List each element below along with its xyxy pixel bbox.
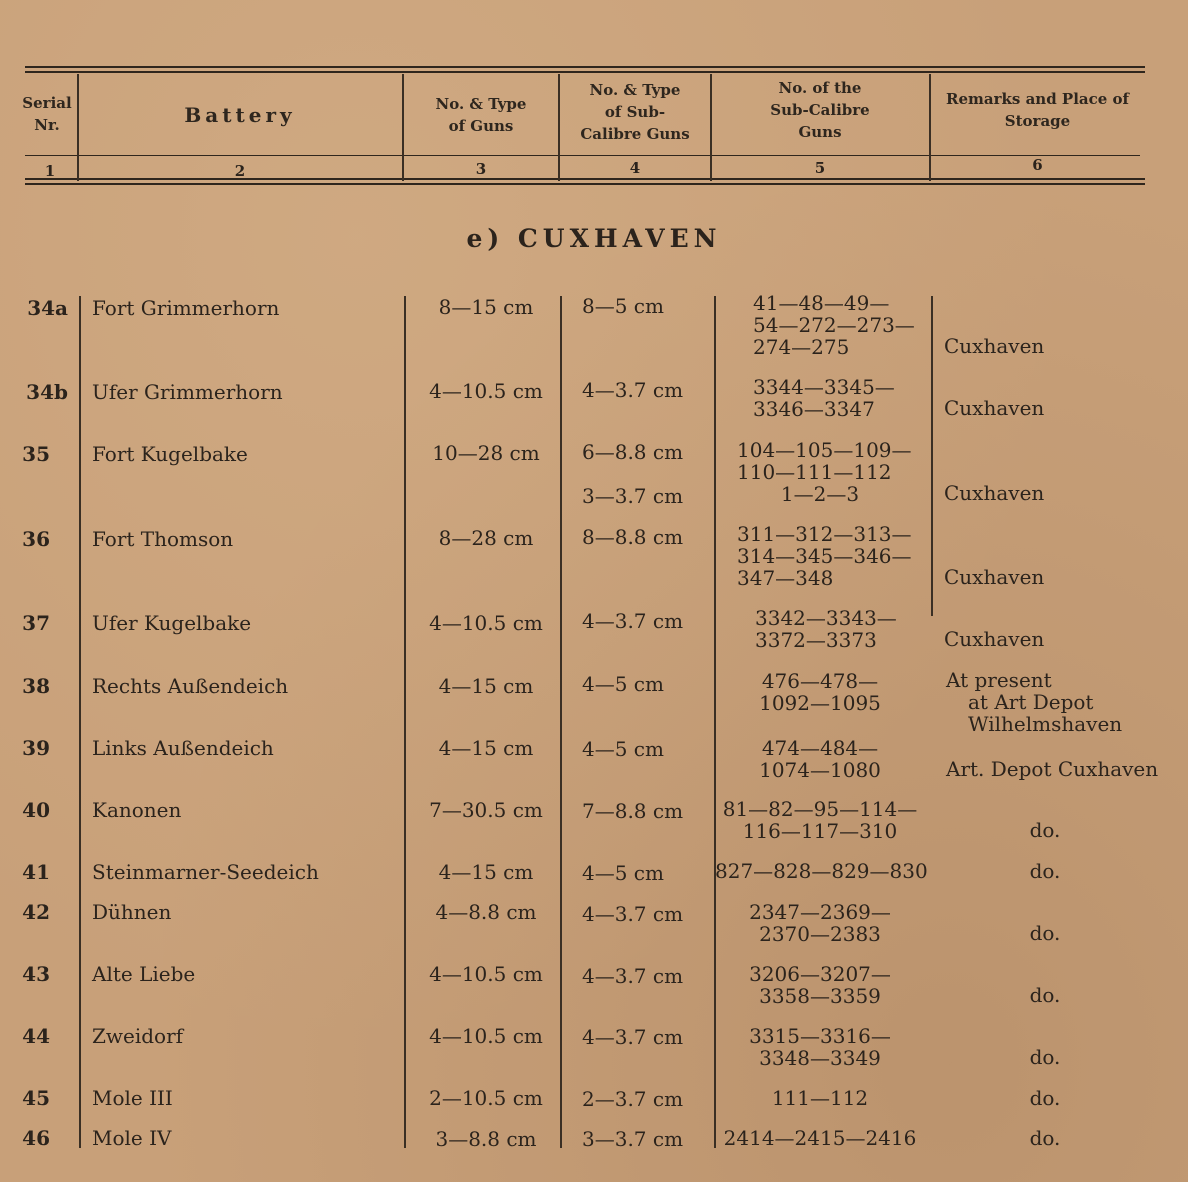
row-serial: 39 xyxy=(22,736,50,760)
row-battery: Fort Grimmerhorn xyxy=(92,296,280,320)
row-numbers: 827—828—829—830 xyxy=(715,859,928,883)
header-remarks-line1: Remarks and Place of xyxy=(946,90,1129,108)
row-remark: Cuxhaven xyxy=(944,334,1045,358)
row-serial: 34a xyxy=(27,296,68,320)
top-double-rule-2 xyxy=(25,71,1145,73)
row-numbers xyxy=(715,737,925,781)
row-numbers xyxy=(715,901,925,945)
row-guns: 4—8.8 cm xyxy=(435,900,537,924)
row-guns: 4—10.5 cm xyxy=(429,1024,543,1048)
header-serial xyxy=(18,92,76,136)
row-subcalibre: 2—3.7 cm xyxy=(582,1087,684,1111)
row-remark: do. xyxy=(1029,1126,1061,1150)
row-numbers-line: 116—117—310 xyxy=(742,819,898,843)
colnum-4: 4 xyxy=(629,159,641,177)
row-serial: 36 xyxy=(22,527,50,551)
row-remark: Cuxhaven xyxy=(944,565,1045,589)
row-serial: 45 xyxy=(22,1086,50,1110)
row-numbers-line: 311—312—313— xyxy=(737,522,912,546)
row-numbers: 111—112 xyxy=(771,1086,869,1110)
header-subnum-line3: Guns xyxy=(798,123,842,141)
row-numbers-line: 476—478— xyxy=(761,669,879,693)
row-remark-line: Wilhelmshaven xyxy=(968,712,1123,736)
row-serial: 34b xyxy=(26,380,68,404)
row-guns: 8—28 cm xyxy=(438,526,534,550)
row-remark-line: At present xyxy=(946,668,1052,692)
row-battery: Links Außendeich xyxy=(92,736,274,760)
header-subtype-line2: of Sub- xyxy=(604,103,666,121)
row-serial: 35 xyxy=(22,442,50,466)
body-sep-2 xyxy=(404,296,406,1148)
row-serial: 38 xyxy=(22,674,50,698)
row-remark-line: at Art Depot xyxy=(968,690,1094,714)
row-numbers-line: 1092—1095 xyxy=(759,691,881,715)
header-sep-1 xyxy=(77,74,79,181)
row-battery: Steinmarner-Seedeich xyxy=(92,860,319,884)
row-serial: 37 xyxy=(22,611,50,635)
row-battery: Ufer Kugelbake xyxy=(92,611,252,635)
row-remark: do. xyxy=(1029,859,1061,883)
row-numbers-line: 2347—2369— xyxy=(749,900,891,924)
body-sep-3 xyxy=(560,296,562,1148)
row-numbers-line: 3348—3349 xyxy=(759,1046,881,1070)
row-numbers xyxy=(715,670,925,714)
row-subcalibre: 4—5 cm xyxy=(582,672,664,696)
row-numbers-line: 314—345—346— xyxy=(737,544,912,568)
row-battery: Rechts Außendeich xyxy=(92,674,289,698)
row-remark: do. xyxy=(1029,1045,1061,1069)
row-guns: 4—15 cm xyxy=(438,674,534,698)
row-battery: Ufer Grimmerhorn xyxy=(92,380,283,404)
row-numbers xyxy=(715,963,925,1007)
row-subcalibre: 8—5 cm xyxy=(582,294,664,318)
header-serial-line2: Nr. xyxy=(34,116,60,134)
row-numbers-line: 2370—2383 xyxy=(759,922,881,946)
row-serial: 46 xyxy=(22,1126,50,1150)
row-guns: 7—30.5 cm xyxy=(429,798,543,822)
row-remark: Cuxhaven xyxy=(944,481,1045,505)
colnum-6: 6 xyxy=(1032,156,1043,174)
header-serial-line1: Serial xyxy=(22,94,72,112)
row-guns: 4—10.5 cm xyxy=(429,379,543,403)
row-remark: do. xyxy=(1029,921,1061,945)
row-guns: 4—10.5 cm xyxy=(429,962,543,986)
row-numbers: 2414—2415—2416 xyxy=(723,1126,917,1150)
row-subcalibre-2: 3—3.7 cm xyxy=(582,484,684,508)
colnum-5: 5 xyxy=(814,159,826,177)
row-numbers xyxy=(715,607,925,651)
row-numbers-line: 54—272—273— xyxy=(753,313,915,337)
colnum-3: 3 xyxy=(475,160,487,178)
section-title: e) CUXHAVEN xyxy=(466,224,722,253)
header-guns xyxy=(404,93,558,137)
row-subcalibre: 4—3.7 cm xyxy=(582,609,684,633)
row-subcalibre: 4—3.7 cm xyxy=(582,1025,684,1049)
row-numbers xyxy=(715,798,925,842)
row-battery: Alte Liebe xyxy=(92,962,196,986)
row-battery: Fort Thomson xyxy=(92,527,234,551)
header-subtype-line3: Calibre Guns xyxy=(580,125,690,143)
row-numbers-line: 104—105—109— xyxy=(737,438,912,462)
row-battery: Zweidorf xyxy=(92,1024,184,1048)
row-remark: do. xyxy=(1029,1086,1061,1110)
top-double-rule-1 xyxy=(25,66,1145,68)
row-numbers xyxy=(715,376,925,420)
row-subcalibre: 8—8.8 cm xyxy=(582,525,684,549)
row-numbers-line: 3346—3347 xyxy=(753,397,875,421)
header-subcalibre-type xyxy=(560,79,710,145)
row-numbers xyxy=(715,439,925,505)
row-subcalibre: 4—3.7 cm xyxy=(582,902,684,926)
row-numbers-line: 3342—3343— xyxy=(755,606,897,630)
row-remark: Cuxhaven xyxy=(944,627,1045,651)
row-serial: 42 xyxy=(22,900,50,924)
header-subcalibre-numbers xyxy=(712,77,928,143)
row-battery: Mole III xyxy=(92,1086,173,1110)
row-numbers-line: 3358—3359 xyxy=(759,984,881,1008)
row-serial: 43 xyxy=(22,962,50,986)
header-guns-line1: No. & Type xyxy=(435,95,527,113)
row-battery: Mole IV xyxy=(92,1126,172,1150)
row-serial: 44 xyxy=(22,1024,50,1048)
row-remark: do. xyxy=(1029,983,1061,1007)
row-numbers-line: 474—484— xyxy=(761,736,879,760)
row-numbers-line: 81—82—95—114— xyxy=(722,797,918,821)
row-numbers-line: 1—2—3 xyxy=(780,482,860,506)
row-serial: 41 xyxy=(22,860,50,884)
body-sep-4 xyxy=(714,296,716,1148)
header-remarks-line2: Storage xyxy=(1004,112,1071,130)
body-sep-5 xyxy=(931,296,933,616)
colnum-2: 2 xyxy=(234,162,246,180)
row-battery: Kanonen xyxy=(92,798,182,822)
row-numbers-line: 274—275 xyxy=(753,335,850,359)
row-battery: Fort Kugelbake xyxy=(92,442,248,466)
header-battery: Battery xyxy=(184,103,296,127)
row-subcalibre: 7—8.8 cm xyxy=(582,799,684,823)
row-numbers xyxy=(715,1025,925,1069)
row-subcalibre: 4—5 cm xyxy=(582,861,664,885)
row-subcalibre: 3—3.7 cm xyxy=(582,1127,684,1151)
row-numbers-line: 3344—3345— xyxy=(753,375,895,399)
row-guns: 10—28 cm xyxy=(432,441,540,465)
row-remark: Art. Depot Cuxhaven xyxy=(946,757,1159,781)
row-numbers xyxy=(715,523,925,589)
row-guns: 3—8.8 cm xyxy=(435,1127,537,1151)
header-guns-line2: of Guns xyxy=(448,117,514,135)
row-guns: 4—10.5 cm xyxy=(429,611,543,635)
row-numbers-line: 347—348 xyxy=(737,566,834,590)
row-numbers-line: 110—111—112 xyxy=(737,460,892,484)
row-numbers-line: 3372—3373 xyxy=(755,628,877,652)
body-sep-1 xyxy=(79,296,81,1148)
row-subcalibre: 4—3.7 cm xyxy=(582,378,684,402)
row-numbers-line: 1074—1080 xyxy=(759,758,881,782)
row-remark xyxy=(946,669,1122,735)
row-remark: do. xyxy=(1029,818,1061,842)
row-remark: Cuxhaven xyxy=(944,396,1045,420)
row-guns: 4—15 cm xyxy=(438,736,534,760)
row-serial: 40 xyxy=(22,798,50,822)
header-remarks xyxy=(930,88,1145,132)
colnum-1: 1 xyxy=(44,162,56,180)
row-numbers-line: 41—48—49— xyxy=(753,291,890,315)
row-guns: 2—10.5 cm xyxy=(429,1086,543,1110)
row-numbers-line: 3315—3316— xyxy=(749,1024,891,1048)
row-battery: Dühnen xyxy=(92,900,172,924)
row-guns: 4—15 cm xyxy=(438,860,534,884)
row-guns: 8—15 cm xyxy=(438,295,534,319)
header-subtype-line1: No. & Type xyxy=(589,81,681,99)
row-numbers xyxy=(715,292,925,358)
header-subnum-line1: No. of the xyxy=(778,79,862,97)
header-bottom-rule-2 xyxy=(25,183,1145,185)
row-subcalibre: 4—5 cm xyxy=(582,737,664,761)
row-numbers-line: 3206—3207— xyxy=(749,962,891,986)
header-subnum-line2: Sub-Calibre xyxy=(770,101,870,119)
row-subcalibre: 4—3.7 cm xyxy=(582,964,684,988)
row-subcalibre: 6—8.8 cm xyxy=(582,440,684,464)
